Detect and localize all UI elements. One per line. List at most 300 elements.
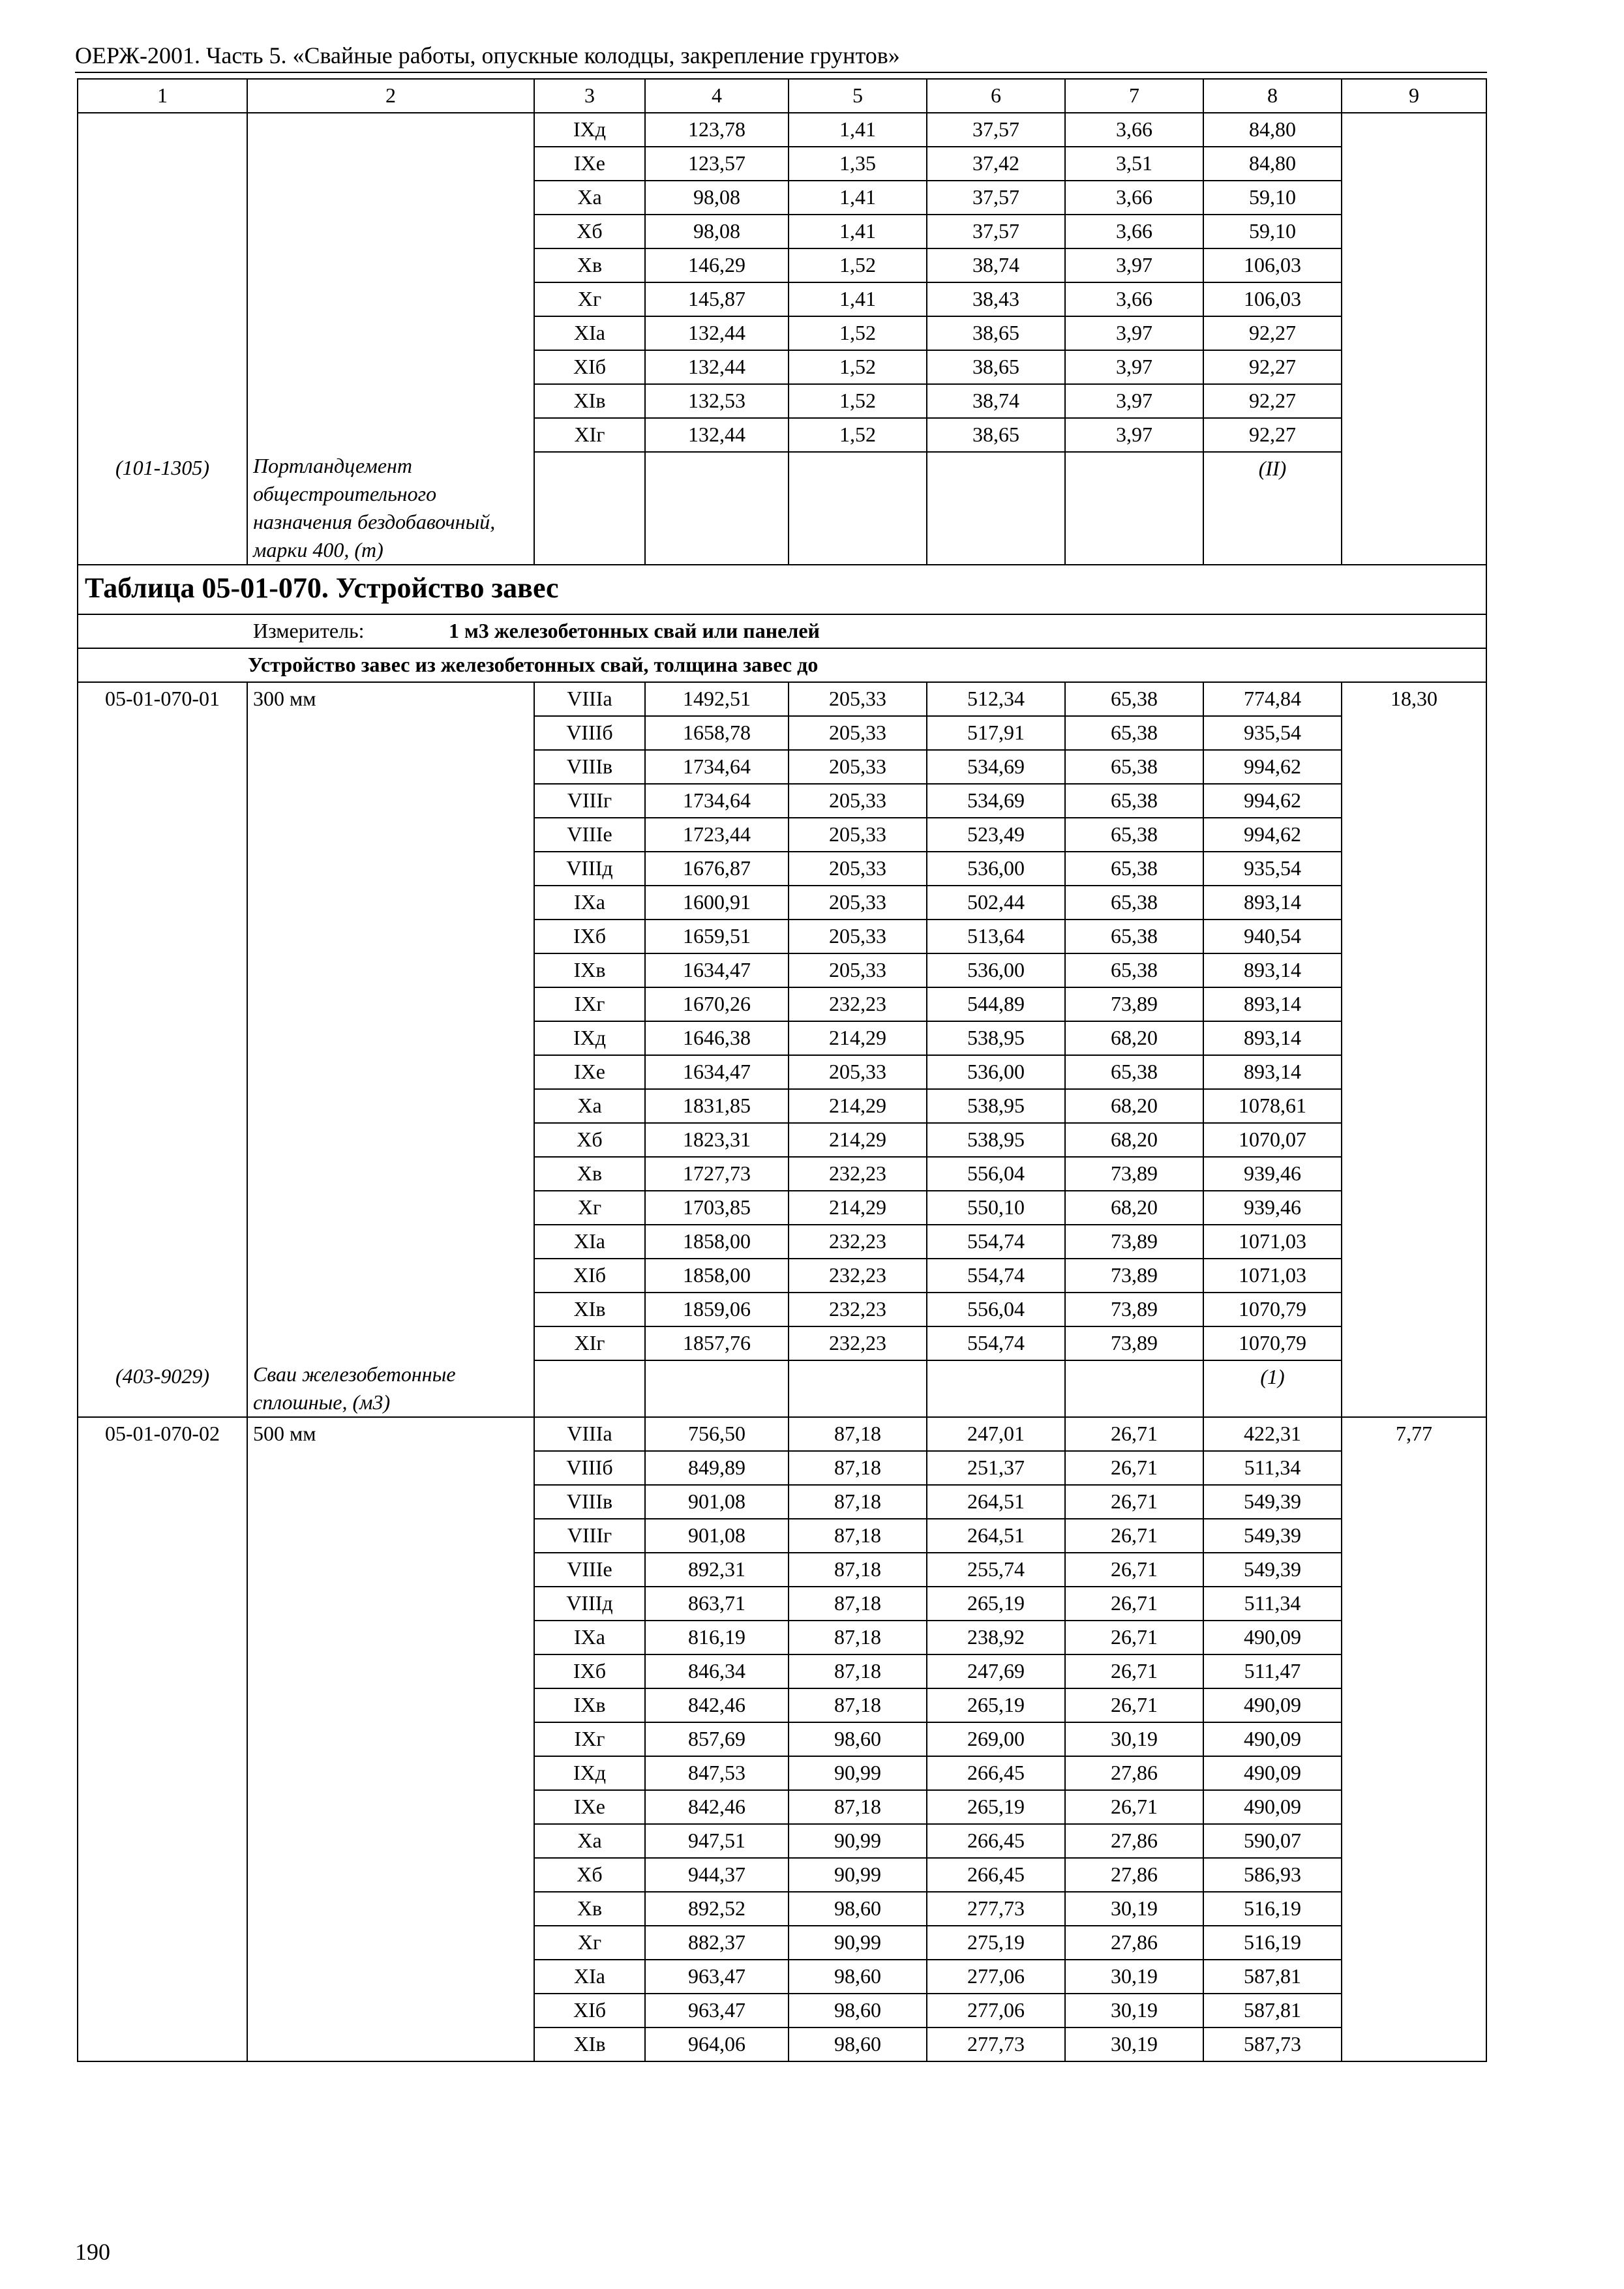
table-row <box>78 1326 1486 1360</box>
rate-name-cell <box>247 1157 534 1191</box>
table-row <box>78 418 1486 452</box>
table-row <box>78 1688 1486 1722</box>
labor-cost-cell <box>1342 1225 1486 1259</box>
table-row <box>78 2027 1486 2061</box>
driver-wages-cell: 502,44 <box>927 886 1065 920</box>
machine-cell: 90,99 <box>789 1756 927 1790</box>
materials-cell: 1071,03 <box>1203 1225 1342 1259</box>
rate-name-cell <box>247 181 534 215</box>
labor-wages-cell: 65,38 <box>1065 682 1203 716</box>
labor-wages-cell: 3,97 <box>1065 384 1203 418</box>
zone-cell: IXб <box>534 920 645 953</box>
table-row <box>78 1722 1486 1756</box>
driver-wages-cell: 556,04 <box>927 1293 1065 1326</box>
driver-wages-cell: 264,51 <box>927 1519 1065 1553</box>
rate-name-cell <box>247 1259 534 1293</box>
table-row <box>78 113 1486 147</box>
driver-wages-cell: 251,37 <box>927 1451 1065 1485</box>
direct-cost-cell: 857,69 <box>645 1722 789 1756</box>
zone-cell: IXд <box>534 1021 645 1055</box>
labor-wages-cell: 26,71 <box>1065 1485 1203 1519</box>
materials-cell: 549,39 <box>1203 1485 1342 1519</box>
table-row <box>78 784 1486 818</box>
driver-wages-cell: 534,69 <box>927 784 1065 818</box>
machine-cell: 205,33 <box>789 716 927 750</box>
rate-name-cell <box>247 1225 534 1259</box>
labor-wages-cell: 26,71 <box>1065 1587 1203 1621</box>
rate-code-cell <box>78 1587 247 1621</box>
rate-name-cell <box>247 1451 534 1485</box>
direct-cost-cell: 892,31 <box>645 1553 789 1587</box>
labor-wages-cell: 27,86 <box>1065 1756 1203 1790</box>
meter-value: 1 м3 железобетонных свай или панелей <box>449 619 820 642</box>
materials-cell: 490,09 <box>1203 1722 1342 1756</box>
machine-cell: 1,35 <box>789 147 927 181</box>
labor-wages-cell: 30,19 <box>1065 1722 1203 1756</box>
labor-cost-cell <box>1342 1259 1486 1293</box>
rate-name-cell <box>247 1485 534 1519</box>
rate-code-cell <box>78 418 247 452</box>
rate-code-cell <box>78 1485 247 1519</box>
materials-cell: 1070,79 <box>1203 1326 1342 1360</box>
rate-name-cell: 500 мм <box>247 1417 534 1451</box>
labor-cost-cell <box>1342 1926 1486 1960</box>
labor-wages-cell: 65,38 <box>1065 716 1203 750</box>
zone-cell: VIIIб <box>534 716 645 750</box>
labor-cost-cell <box>1342 1191 1486 1225</box>
direct-cost-cell: 1600,91 <box>645 886 789 920</box>
materials-cell: 587,81 <box>1203 1994 1342 2027</box>
rate-code-cell <box>78 1089 247 1123</box>
direct-cost-cell: 123,78 <box>645 113 789 147</box>
direct-cost-cell: 98,08 <box>645 181 789 215</box>
direct-cost-cell: 1858,00 <box>645 1225 789 1259</box>
rate-code-cell <box>78 2027 247 2061</box>
labor-wages-cell: 26,71 <box>1065 1621 1203 1654</box>
labor-cost-cell <box>1342 248 1486 282</box>
driver-wages-cell: 536,00 <box>927 852 1065 886</box>
driver-wages-cell: 38,43 <box>927 282 1065 316</box>
machine-cell: 98,60 <box>789 1892 927 1926</box>
empty-cell <box>927 452 1065 565</box>
machine-cell: 214,29 <box>789 1123 927 1157</box>
table-row <box>78 1519 1486 1553</box>
table-row <box>78 1191 1486 1225</box>
labor-cost-cell <box>1342 1722 1486 1756</box>
machine-cell: 205,33 <box>789 750 927 784</box>
zone-cell: IXа <box>534 886 645 920</box>
labor-wages-cell: 65,38 <box>1065 818 1203 852</box>
empty-cell <box>645 1360 789 1417</box>
labor-wages-cell: 73,89 <box>1065 1225 1203 1259</box>
zone-cell: XIв <box>534 2027 645 2061</box>
labor-wages-cell: 27,86 <box>1065 1858 1203 1892</box>
rate-code-cell <box>78 1553 247 1587</box>
rate-code-cell <box>78 1892 247 1926</box>
rate-name-cell <box>247 1621 534 1654</box>
direct-cost-cell: 1831,85 <box>645 1089 789 1123</box>
column-number: 5 <box>789 79 927 113</box>
labor-wages-cell: 3,51 <box>1065 147 1203 181</box>
direct-cost-cell: 1646,38 <box>645 1021 789 1055</box>
materials-cell: 490,09 <box>1203 1790 1342 1824</box>
materials-cell: 587,73 <box>1203 2027 1342 2061</box>
driver-wages-cell: 265,19 <box>927 1587 1065 1621</box>
table-row <box>78 147 1486 181</box>
driver-wages-cell: 38,74 <box>927 384 1065 418</box>
zone-cell: IXе <box>534 1055 645 1089</box>
materials-cell: 893,14 <box>1203 886 1342 920</box>
rate-code-cell <box>78 852 247 886</box>
labor-cost-cell <box>1342 181 1486 215</box>
rate-code-cell <box>78 750 247 784</box>
labor-wages-cell: 68,20 <box>1065 1191 1203 1225</box>
rate-code-cell <box>78 1722 247 1756</box>
labor-cost-cell <box>1342 1451 1486 1485</box>
driver-wages-cell: 255,74 <box>927 1553 1065 1587</box>
direct-cost-cell: 132,44 <box>645 316 789 350</box>
labor-cost-cell <box>1342 1157 1486 1191</box>
labor-wages-cell: 27,86 <box>1065 1926 1203 1960</box>
direct-cost-cell: 963,47 <box>645 1994 789 2027</box>
table-row <box>78 1654 1486 1688</box>
direct-cost-cell: 1634,47 <box>645 953 789 987</box>
labor-wages-cell: 68,20 <box>1065 1021 1203 1055</box>
column-number: 3 <box>534 79 645 113</box>
material-row <box>78 452 1486 565</box>
table-row <box>78 1892 1486 1926</box>
rate-name-cell <box>247 1021 534 1055</box>
labor-cost-cell <box>1342 1790 1486 1824</box>
direct-cost-cell: 842,46 <box>645 1688 789 1722</box>
table-row <box>78 1225 1486 1259</box>
rate-code-cell <box>78 1191 247 1225</box>
rate-name-cell <box>247 1824 534 1858</box>
materials-cell: 511,34 <box>1203 1587 1342 1621</box>
material-code-cell: (101-1305) <box>78 452 247 565</box>
zone-cell: Xб <box>534 1858 645 1892</box>
labor-cost-cell <box>1342 818 1486 852</box>
materials-cell: 1070,07 <box>1203 1123 1342 1157</box>
rate-code-cell <box>78 1960 247 1994</box>
machine-cell: 205,33 <box>789 852 927 886</box>
table-row <box>78 1417 1486 1451</box>
table-title: Таблица 05-01-070. Устройство завес <box>78 565 1486 614</box>
direct-cost-cell: 863,71 <box>645 1587 789 1621</box>
labor-wages-cell: 65,38 <box>1065 784 1203 818</box>
driver-wages-cell: 38,74 <box>927 248 1065 282</box>
machine-cell: 214,29 <box>789 1191 927 1225</box>
labor-wages-cell: 26,71 <box>1065 1519 1203 1553</box>
driver-wages-cell: 523,49 <box>927 818 1065 852</box>
labor-wages-cell: 73,89 <box>1065 987 1203 1021</box>
machine-cell: 1,41 <box>789 215 927 248</box>
table-row <box>78 1790 1486 1824</box>
labor-wages-cell: 73,89 <box>1065 1157 1203 1191</box>
driver-wages-cell: 265,19 <box>927 1688 1065 1722</box>
labor-cost-cell <box>1342 920 1486 953</box>
machine-cell: 98,60 <box>789 1960 927 1994</box>
labor-wages-cell: 27,86 <box>1065 1824 1203 1858</box>
direct-cost-cell: 1734,64 <box>645 750 789 784</box>
empty-cell <box>789 1360 927 1417</box>
rate-code-cell <box>78 784 247 818</box>
zone-cell: IXе <box>534 1790 645 1824</box>
rate-code-cell <box>78 953 247 987</box>
materials-cell: 774,84 <box>1203 682 1342 716</box>
labor-cost-cell <box>1342 1519 1486 1553</box>
zone-cell: VIIIв <box>534 750 645 784</box>
labor-cost-cell <box>1342 1824 1486 1858</box>
labor-cost-cell <box>1342 886 1486 920</box>
table-row <box>78 1960 1486 1994</box>
zone-cell: Xв <box>534 1892 645 1926</box>
labor-wages-cell: 26,71 <box>1065 1553 1203 1587</box>
driver-wages-cell: 38,65 <box>927 418 1065 452</box>
zone-cell: XIб <box>534 350 645 384</box>
driver-wages-cell: 37,42 <box>927 147 1065 181</box>
table-row <box>78 920 1486 953</box>
direct-cost-cell: 756,50 <box>645 1417 789 1451</box>
table-row <box>78 750 1486 784</box>
driver-wages-cell: 556,04 <box>927 1157 1065 1191</box>
driver-wages-cell: 536,00 <box>927 953 1065 987</box>
zone-cell: VIIIг <box>534 784 645 818</box>
direct-cost-cell: 816,19 <box>645 1621 789 1654</box>
labor-wages-cell: 3,66 <box>1065 215 1203 248</box>
labor-cost-cell <box>1342 282 1486 316</box>
table-row <box>78 282 1486 316</box>
zone-cell: VIIIд <box>534 1587 645 1621</box>
rate-name-cell <box>247 1688 534 1722</box>
rate-name-cell <box>247 1293 534 1326</box>
machine-cell: 1,41 <box>789 181 927 215</box>
labor-wages-cell: 73,89 <box>1065 1259 1203 1293</box>
labor-cost-cell <box>1342 1553 1486 1587</box>
zone-cell: XIа <box>534 316 645 350</box>
direct-cost-cell: 132,44 <box>645 418 789 452</box>
zone-cell: VIIIе <box>534 1553 645 1587</box>
materials-cell: 994,62 <box>1203 750 1342 784</box>
column-number: 1 <box>78 79 247 113</box>
table-row <box>78 953 1486 987</box>
machine-cell: 205,33 <box>789 920 927 953</box>
meter-cell <box>78 614 1486 648</box>
table-row <box>78 384 1486 418</box>
direct-cost-cell: 1670,26 <box>645 987 789 1021</box>
driver-wages-cell: 266,45 <box>927 1824 1065 1858</box>
rate-name-cell <box>247 1722 534 1756</box>
rate-name-cell <box>247 818 534 852</box>
meter-label: Измеритель: <box>253 619 365 642</box>
column-number-row <box>78 79 1486 113</box>
rates-table <box>77 78 1487 2062</box>
zone-cell: IXб <box>534 1654 645 1688</box>
material-row <box>78 1360 1486 1417</box>
machine-cell: 87,18 <box>789 1790 927 1824</box>
materials-cell: 1070,79 <box>1203 1293 1342 1326</box>
labor-cost-cell <box>1342 1994 1486 2027</box>
material-name-cell: Портландцемент общестроительного назначения бездобавочный, марки 400, (т) <box>247 452 534 565</box>
direct-cost-cell: 944,37 <box>645 1858 789 1892</box>
labor-wages-cell: 26,71 <box>1065 1654 1203 1688</box>
table-row <box>78 1824 1486 1858</box>
rate-code-cell <box>78 1688 247 1722</box>
zone-cell: XIг <box>534 1326 645 1360</box>
materials-cell: 586,93 <box>1203 1858 1342 1892</box>
direct-cost-cell: 146,29 <box>645 248 789 282</box>
machine-cell: 98,60 <box>789 1994 927 2027</box>
zone-cell: IXе <box>534 147 645 181</box>
header-rule <box>75 72 1487 73</box>
machine-cell: 232,23 <box>789 1157 927 1191</box>
direct-cost-cell: 1634,47 <box>645 1055 789 1089</box>
table-row <box>78 1756 1486 1790</box>
machine-cell: 232,23 <box>789 1326 927 1360</box>
column-number: 8 <box>1203 79 1342 113</box>
rate-name-cell <box>247 215 534 248</box>
labor-wages-cell: 65,38 <box>1065 953 1203 987</box>
meter-row <box>78 614 1486 648</box>
rate-code-cell <box>78 1994 247 2027</box>
labor-wages-cell: 65,38 <box>1065 750 1203 784</box>
direct-cost-cell: 847,53 <box>645 1756 789 1790</box>
labor-wages-cell: 26,71 <box>1065 1417 1203 1451</box>
zone-cell: XIа <box>534 1225 645 1259</box>
direct-cost-cell: 132,44 <box>645 350 789 384</box>
direct-cost-cell: 846,34 <box>645 1654 789 1688</box>
labor-cost-cell <box>1342 2027 1486 2061</box>
zone-cell: Xа <box>534 181 645 215</box>
labor-wages-cell: 26,71 <box>1065 1688 1203 1722</box>
rates-table-body <box>78 79 1486 2061</box>
labor-cost-cell <box>1342 987 1486 1021</box>
zone-cell: Xг <box>534 1191 645 1225</box>
machine-cell: 87,18 <box>789 1485 927 1519</box>
labor-cost-cell <box>1342 1858 1486 1892</box>
machine-cell: 205,33 <box>789 1055 927 1089</box>
page-number: 190 <box>75 2239 110 2265</box>
rate-name-cell <box>247 248 534 282</box>
labor-cost-cell <box>1342 1326 1486 1360</box>
machine-cell: 98,60 <box>789 1722 927 1756</box>
materials-cell: 935,54 <box>1203 852 1342 886</box>
section-title: Устройство завес из железобетонных свай, толщина завес до <box>78 648 1486 682</box>
direct-cost-cell: 1859,06 <box>645 1293 789 1326</box>
zone-cell: VIIIа <box>534 1417 645 1451</box>
labor-cost-cell <box>1342 1621 1486 1654</box>
table-row <box>78 818 1486 852</box>
table-row <box>78 1621 1486 1654</box>
machine-cell: 1,41 <box>789 282 927 316</box>
materials-cell: 549,39 <box>1203 1553 1342 1587</box>
materials-cell: 511,34 <box>1203 1451 1342 1485</box>
materials-cell: 935,54 <box>1203 716 1342 750</box>
labor-wages-cell: 26,71 <box>1065 1790 1203 1824</box>
machine-cell: 87,18 <box>789 1553 927 1587</box>
rate-code-cell <box>78 716 247 750</box>
direct-cost-cell: 882,37 <box>645 1926 789 1960</box>
labor-wages-cell: 3,97 <box>1065 350 1203 384</box>
rate-code-cell <box>78 1824 247 1858</box>
machine-cell: 232,23 <box>789 987 927 1021</box>
machine-cell: 90,99 <box>789 1824 927 1858</box>
zone-cell: Xб <box>534 1123 645 1157</box>
column-number: 2 <box>247 79 534 113</box>
rate-code-cell <box>78 147 247 181</box>
labor-cost-cell <box>1342 147 1486 181</box>
direct-cost-cell: 963,47 <box>645 1960 789 1994</box>
rate-code-cell <box>78 886 247 920</box>
zone-cell: Xа <box>534 1824 645 1858</box>
machine-cell: 205,33 <box>789 784 927 818</box>
materials-cell: 92,27 <box>1203 350 1342 384</box>
machine-cell: 1,52 <box>789 418 927 452</box>
driver-wages-cell: 277,73 <box>927 2027 1065 2061</box>
rate-name-cell <box>247 1089 534 1123</box>
rate-code-cell <box>78 1326 247 1360</box>
materials-cell: 92,27 <box>1203 418 1342 452</box>
direct-cost-cell: 1703,85 <box>645 1191 789 1225</box>
driver-wages-cell: 37,57 <box>927 113 1065 147</box>
driver-wages-cell: 513,64 <box>927 920 1065 953</box>
zone-cell: Xг <box>534 1926 645 1960</box>
materials-cell: 516,19 <box>1203 1926 1342 1960</box>
table-row <box>78 1089 1486 1123</box>
table-row <box>78 716 1486 750</box>
driver-wages-cell: 266,45 <box>927 1756 1065 1790</box>
rate-code-cell <box>78 1055 247 1089</box>
driver-wages-cell: 247,01 <box>927 1417 1065 1451</box>
rate-name-cell <box>247 384 534 418</box>
rate-name-cell <box>247 2027 534 2061</box>
machine-cell: 98,60 <box>789 2027 927 2061</box>
materials-cell: 549,39 <box>1203 1519 1342 1553</box>
labor-wages-cell: 68,20 <box>1065 1089 1203 1123</box>
table-row <box>78 1451 1486 1485</box>
rate-name-cell <box>247 147 534 181</box>
rate-code-cell <box>78 1157 247 1191</box>
direct-cost-cell: 849,89 <box>645 1451 789 1485</box>
rate-code-cell <box>78 1858 247 1892</box>
rate-code-cell <box>78 1621 247 1654</box>
table-row <box>78 1587 1486 1621</box>
materials-cell: 106,03 <box>1203 282 1342 316</box>
zone-cell: XIа <box>534 1960 645 1994</box>
driver-wages-cell: 536,00 <box>927 1055 1065 1089</box>
rate-name-cell <box>247 1790 534 1824</box>
direct-cost-cell: 1676,87 <box>645 852 789 886</box>
labor-wages-cell: 3,97 <box>1065 316 1203 350</box>
empty-cell <box>1065 452 1203 565</box>
driver-wages-cell: 37,57 <box>927 215 1065 248</box>
table-row <box>78 1994 1486 2027</box>
labor-wages-cell: 65,38 <box>1065 920 1203 953</box>
empty-cell <box>789 452 927 565</box>
materials-cell: 84,80 <box>1203 113 1342 147</box>
labor-cost-cell <box>1342 1587 1486 1621</box>
rate-code-cell <box>78 282 247 316</box>
labor-wages-cell: 3,66 <box>1065 181 1203 215</box>
driver-wages-cell: 538,95 <box>927 1089 1065 1123</box>
rate-name-cell <box>247 1926 534 1960</box>
rate-code-cell: 05-01-070-01 <box>78 682 247 716</box>
labor-cost-cell: 18,30 <box>1342 682 1486 716</box>
driver-wages-cell: 277,06 <box>927 1960 1065 1994</box>
rate-name-cell <box>247 1756 534 1790</box>
labor-cost-cell <box>1342 316 1486 350</box>
rate-code-cell <box>78 181 247 215</box>
